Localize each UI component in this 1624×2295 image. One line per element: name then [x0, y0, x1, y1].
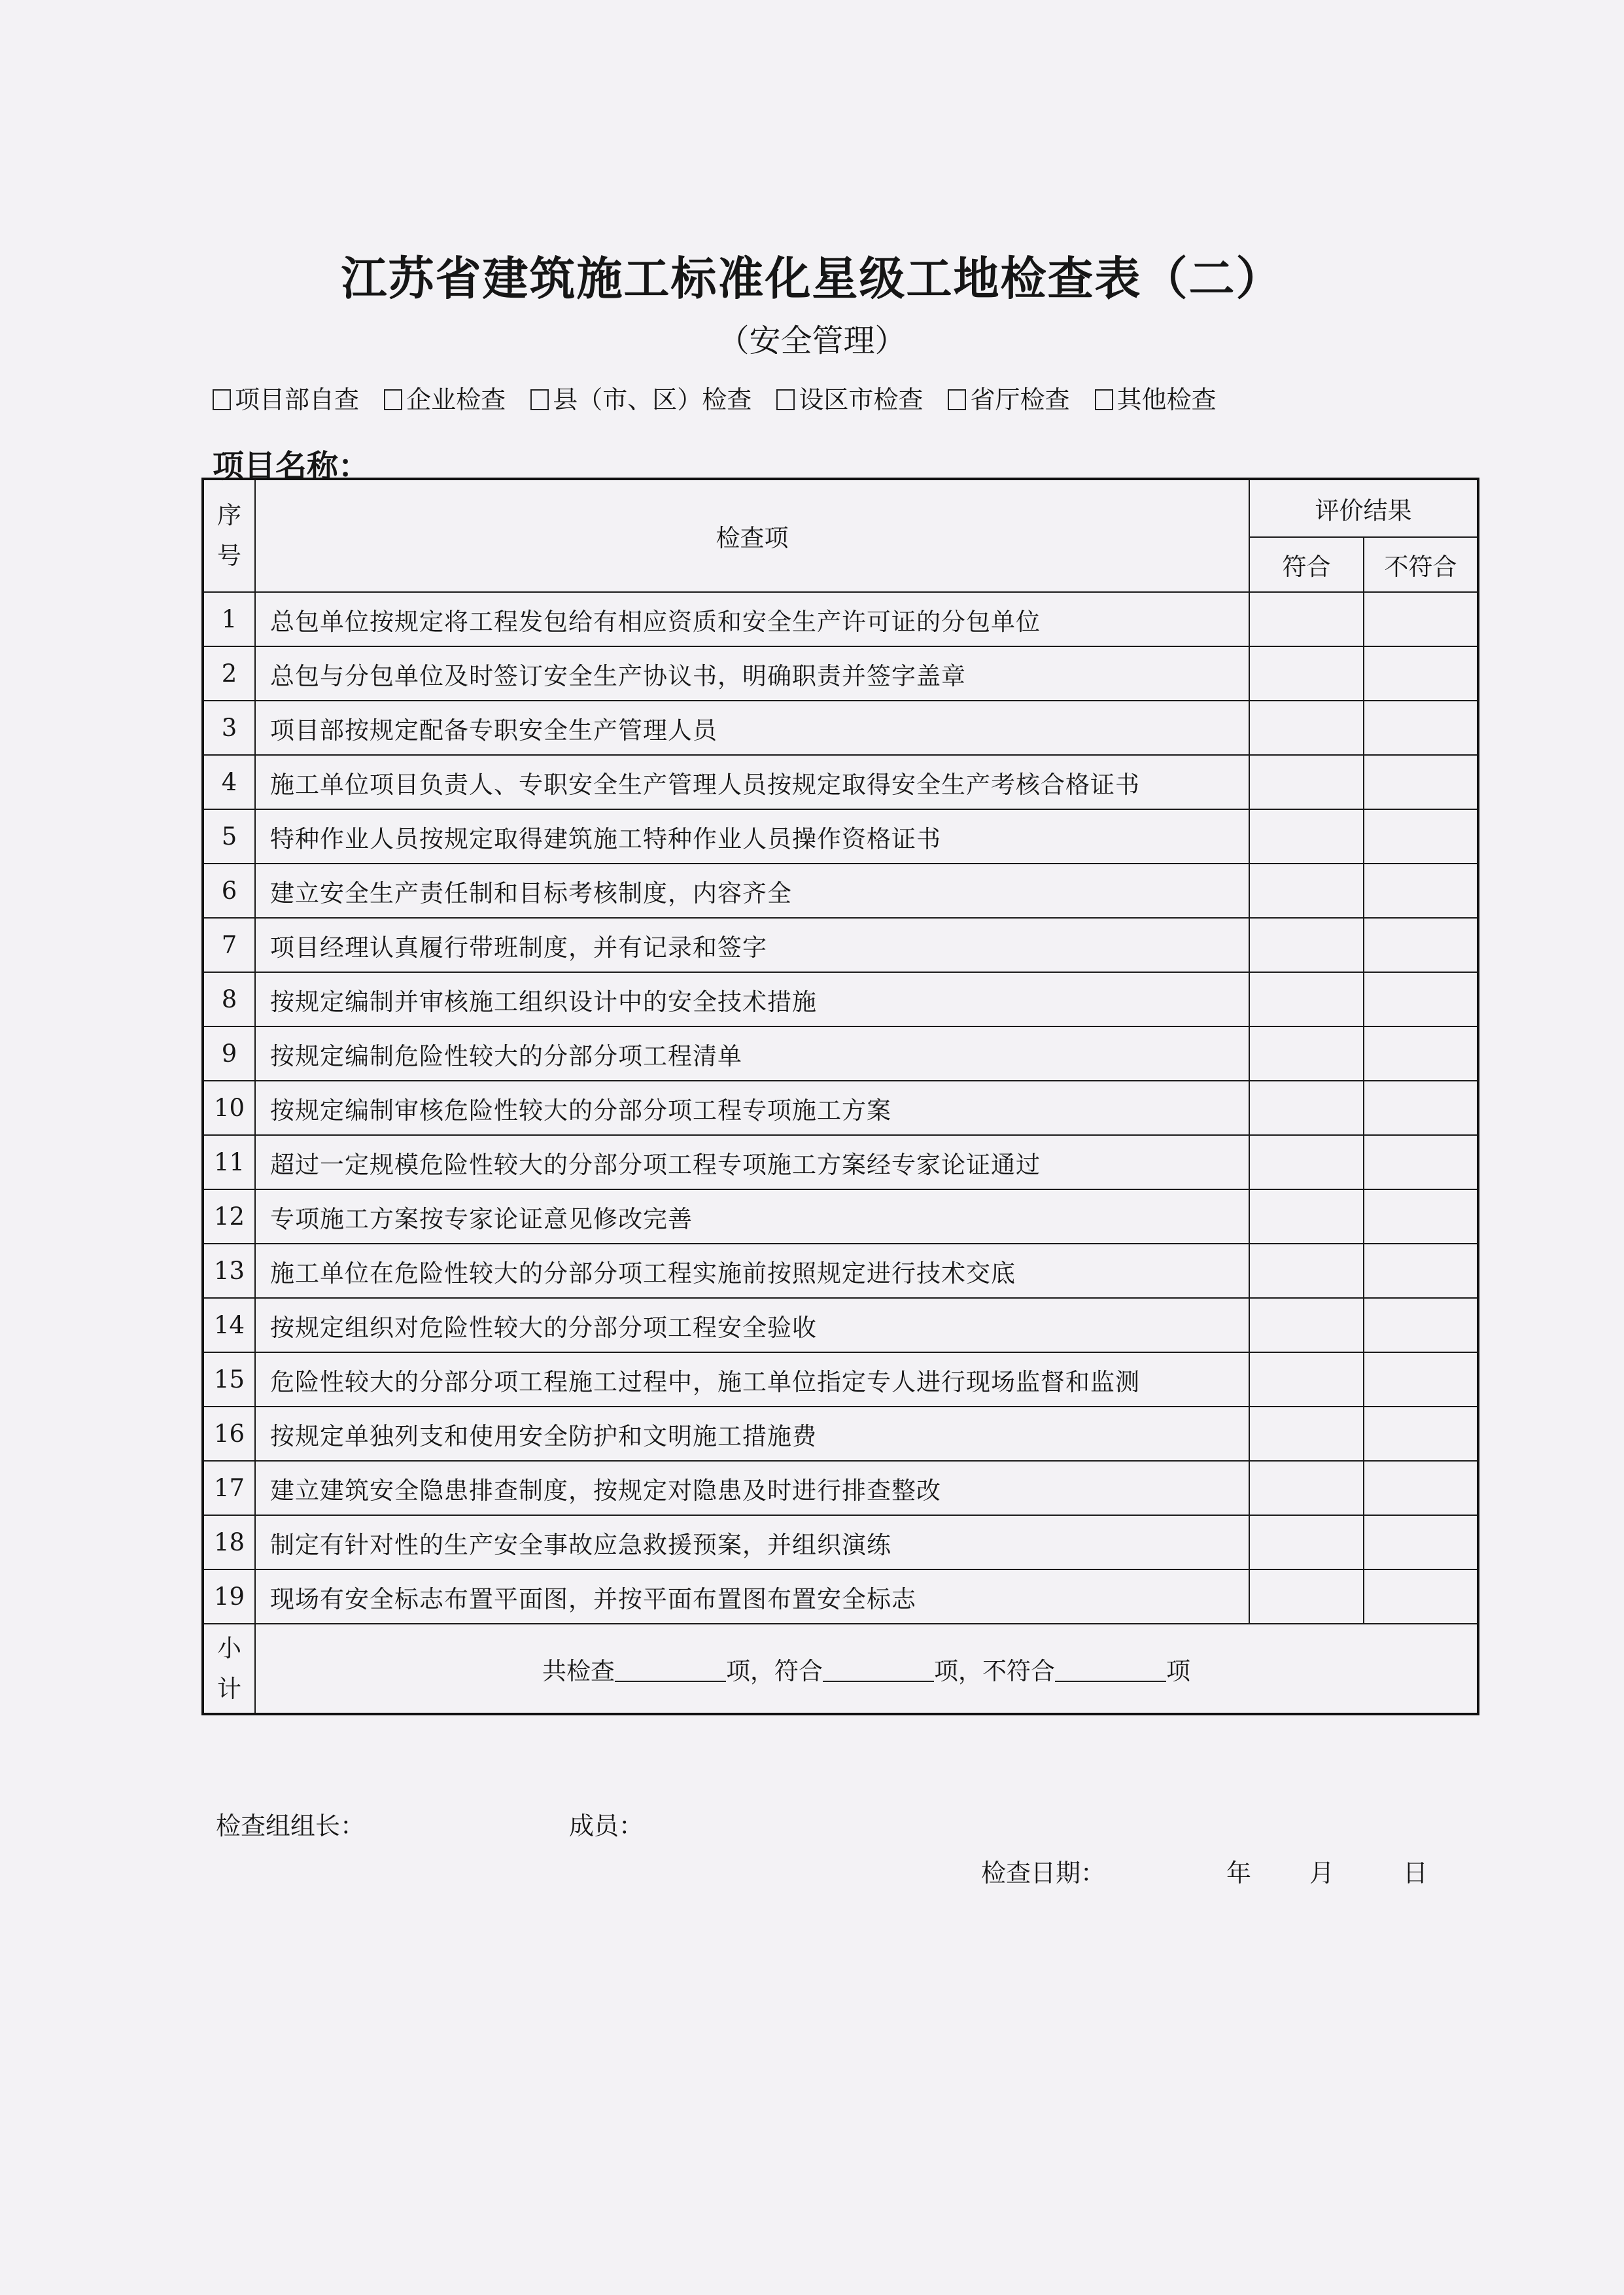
row-number: 8 — [203, 972, 255, 1026]
table-row — [203, 1189, 1478, 1244]
row-nonconform-cell[interactable] — [1364, 1244, 1478, 1298]
subtotal-summary: 共检查 项，符合 项，不符合 项 — [255, 1624, 1478, 1714]
row-nonconform-cell[interactable] — [1364, 809, 1478, 864]
table-row — [203, 972, 1478, 1026]
row-conform-cell[interactable] — [1249, 1352, 1364, 1407]
subtotal-label: 小 计 — [203, 1624, 255, 1714]
form-title: 江苏省建筑施工标准化星级工地检查表（二） — [341, 252, 1283, 306]
table-row — [203, 1135, 1478, 1189]
row-conform-cell[interactable] — [1249, 701, 1364, 755]
row-check-item: 危险性较大的分部分项工程施工过程中，施工单位指定专人进行现场监督和监测 — [255, 1352, 1249, 1407]
row-check-item: 施工单位在危险性较大的分部分项工程实施前按照规定进行技术交底 — [255, 1244, 1249, 1298]
header-conform: 符合 — [1249, 537, 1364, 592]
table-row — [203, 1569, 1478, 1624]
check-option-enterprise[interactable]: 企业检查 — [384, 379, 506, 415]
checkbox-icon[interactable] — [948, 389, 966, 410]
table-row — [203, 918, 1478, 972]
row-check-item: 总包单位按规定将工程发包给有相应资质和安全生产许可证的分包单位 — [255, 592, 1249, 646]
row-conform-cell[interactable] — [1249, 646, 1364, 701]
row-conform-cell[interactable] — [1249, 755, 1364, 809]
table-row — [203, 1244, 1478, 1298]
row-number: 3 — [203, 701, 255, 755]
row-number: 9 — [203, 1026, 255, 1081]
subtotal-row — [203, 1624, 1478, 1714]
row-nonconform-cell[interactable] — [1364, 701, 1478, 755]
date-month: 月 — [1309, 1859, 1335, 1887]
row-conform-cell[interactable] — [1249, 1515, 1364, 1569]
row-number: 4 — [203, 755, 255, 809]
row-check-item: 按规定编制并审核施工组织设计中的安全技术措施 — [255, 972, 1249, 1026]
row-nonconform-cell[interactable] — [1364, 1081, 1478, 1135]
leader-label: 检查组组长： — [216, 1812, 366, 1840]
date-label: 检查日期： — [981, 1859, 1106, 1887]
row-number: 13 — [203, 1244, 255, 1298]
row-nonconform-cell[interactable] — [1364, 864, 1478, 918]
check-option-province[interactable]: 省厅检查 — [948, 379, 1069, 415]
row-conform-cell[interactable] — [1249, 1407, 1364, 1461]
row-number: 17 — [203, 1461, 255, 1515]
inspection-table — [201, 478, 1479, 1715]
row-conform-cell[interactable] — [1249, 1135, 1364, 1189]
row-nonconform-cell[interactable] — [1364, 1461, 1478, 1515]
row-conform-cell[interactable] — [1249, 972, 1364, 1026]
row-number: 7 — [203, 918, 255, 972]
row-nonconform-cell[interactable] — [1364, 1298, 1478, 1352]
row-nonconform-cell[interactable] — [1364, 755, 1478, 809]
checkbox-icon[interactable] — [1095, 389, 1113, 410]
form-subtitle: （安全管理） — [717, 323, 907, 359]
date-year: 年 — [1226, 1859, 1252, 1887]
row-check-item: 按规定编制审核危险性较大的分部分项工程专项施工方案 — [255, 1081, 1249, 1135]
checkbox-icon[interactable] — [776, 389, 795, 410]
row-number: 6 — [203, 864, 255, 918]
table-row — [203, 1298, 1478, 1352]
date-day: 日 — [1403, 1859, 1428, 1887]
table-row — [203, 1407, 1478, 1461]
row-nonconform-cell[interactable] — [1364, 972, 1478, 1026]
table-row — [203, 809, 1478, 864]
row-nonconform-cell[interactable] — [1364, 646, 1478, 701]
table-row — [203, 864, 1478, 918]
row-nonconform-cell[interactable] — [1364, 1515, 1478, 1569]
row-conform-cell[interactable] — [1249, 1189, 1364, 1244]
row-number: 16 — [203, 1407, 255, 1461]
row-check-item: 现场有安全标志布置平面图，并按平面布置图布置安全标志 — [255, 1569, 1249, 1624]
row-check-item: 项目经理认真履行带班制度，并有记录和签字 — [255, 918, 1249, 972]
row-nonconform-cell[interactable] — [1364, 1189, 1478, 1244]
row-conform-cell[interactable] — [1249, 592, 1364, 646]
row-nonconform-cell[interactable] — [1364, 592, 1478, 646]
table-row — [203, 1352, 1478, 1407]
row-conform-cell[interactable] — [1249, 1569, 1364, 1624]
row-conform-cell[interactable] — [1249, 1026, 1364, 1081]
project-name-label: 项目名称： — [213, 448, 370, 485]
row-conform-cell[interactable] — [1249, 1461, 1364, 1515]
row-check-item: 施工单位项目负责人、专职安全生产管理人员按规定取得安全生产考核合格证书 — [255, 755, 1249, 809]
row-number: 18 — [203, 1515, 255, 1569]
check-option-county[interactable]: 县（市、区）检查 — [530, 379, 752, 415]
table-row — [203, 701, 1478, 755]
check-option-city[interactable]: 设区市检查 — [776, 379, 923, 415]
row-number: 14 — [203, 1298, 255, 1352]
row-conform-cell[interactable] — [1249, 864, 1364, 918]
table-row — [203, 1081, 1478, 1135]
row-number: 5 — [203, 809, 255, 864]
header-check-item: 检查项 — [255, 479, 1249, 592]
row-number: 2 — [203, 646, 255, 701]
row-nonconform-cell[interactable] — [1364, 1569, 1478, 1624]
row-check-item: 专项施工方案按专家论证意见修改完善 — [255, 1189, 1249, 1244]
row-number: 1 — [203, 592, 255, 646]
row-nonconform-cell[interactable] — [1364, 1135, 1478, 1189]
check-option-other[interactable]: 其他检查 — [1095, 379, 1217, 415]
row-conform-cell[interactable] — [1249, 809, 1364, 864]
header-result: 评价结果 — [1249, 479, 1478, 537]
row-conform-cell[interactable] — [1249, 1244, 1364, 1298]
row-check-item: 特种作业人员按规定取得建筑施工特种作业人员操作资格证书 — [255, 809, 1249, 864]
row-conform-cell[interactable] — [1249, 1298, 1364, 1352]
row-conform-cell[interactable] — [1249, 918, 1364, 972]
check-type-options — [213, 379, 1586, 415]
header-serial: 序 号 — [203, 479, 255, 592]
row-check-item: 制定有针对性的生产安全事故应急救援预案，并组织演练 — [255, 1515, 1249, 1569]
table-body — [203, 592, 1478, 1624]
row-nonconform-cell[interactable] — [1364, 1407, 1478, 1461]
row-check-item: 按规定组织对危险性较大的分部分项工程安全验收 — [255, 1298, 1249, 1352]
row-nonconform-cell[interactable] — [1364, 1352, 1478, 1407]
checkbox-icon[interactable] — [530, 389, 549, 410]
conform-count-field[interactable] — [823, 1661, 934, 1682]
row-conform-cell[interactable] — [1249, 1081, 1364, 1135]
checkbox-icon[interactable] — [213, 389, 231, 410]
table-row — [203, 755, 1478, 809]
nonconform-count-field[interactable] — [1055, 1661, 1166, 1682]
row-check-item: 按规定编制危险性较大的分部分项工程清单 — [255, 1026, 1249, 1081]
row-number: 19 — [203, 1569, 255, 1624]
checkbox-icon[interactable] — [384, 389, 402, 410]
row-check-item: 总包与分包单位及时签订安全生产协议书，明确职责并签字盖章 — [255, 646, 1249, 701]
row-check-item: 建立建筑安全隐患排查制度，按规定对隐患及时进行排查整改 — [255, 1461, 1249, 1515]
row-check-item: 按规定单独列支和使用安全防护和文明施工措施费 — [255, 1407, 1249, 1461]
table-row — [203, 1461, 1478, 1515]
row-check-item: 超过一定规模危险性较大的分部分项工程专项施工方案经专家论证通过 — [255, 1135, 1249, 1189]
total-count-field[interactable] — [615, 1661, 726, 1682]
table-row — [203, 1515, 1478, 1569]
row-nonconform-cell[interactable] — [1364, 918, 1478, 972]
table-row — [203, 592, 1478, 646]
header-nonconform: 不符合 — [1364, 537, 1478, 592]
row-number: 15 — [203, 1352, 255, 1407]
row-number: 11 — [203, 1135, 255, 1189]
row-number: 12 — [203, 1189, 255, 1244]
check-option-project[interactable]: 项目部自查 — [213, 379, 359, 415]
row-number: 10 — [203, 1081, 255, 1135]
row-check-item: 建立安全生产责任制和目标考核制度，内容齐全 — [255, 864, 1249, 918]
table-row — [203, 1026, 1478, 1081]
members-label: 成员： — [569, 1812, 644, 1840]
table-row — [203, 646, 1478, 701]
row-check-item: 项目部按规定配备专职安全生产管理人员 — [255, 701, 1249, 755]
row-nonconform-cell[interactable] — [1364, 1026, 1478, 1081]
